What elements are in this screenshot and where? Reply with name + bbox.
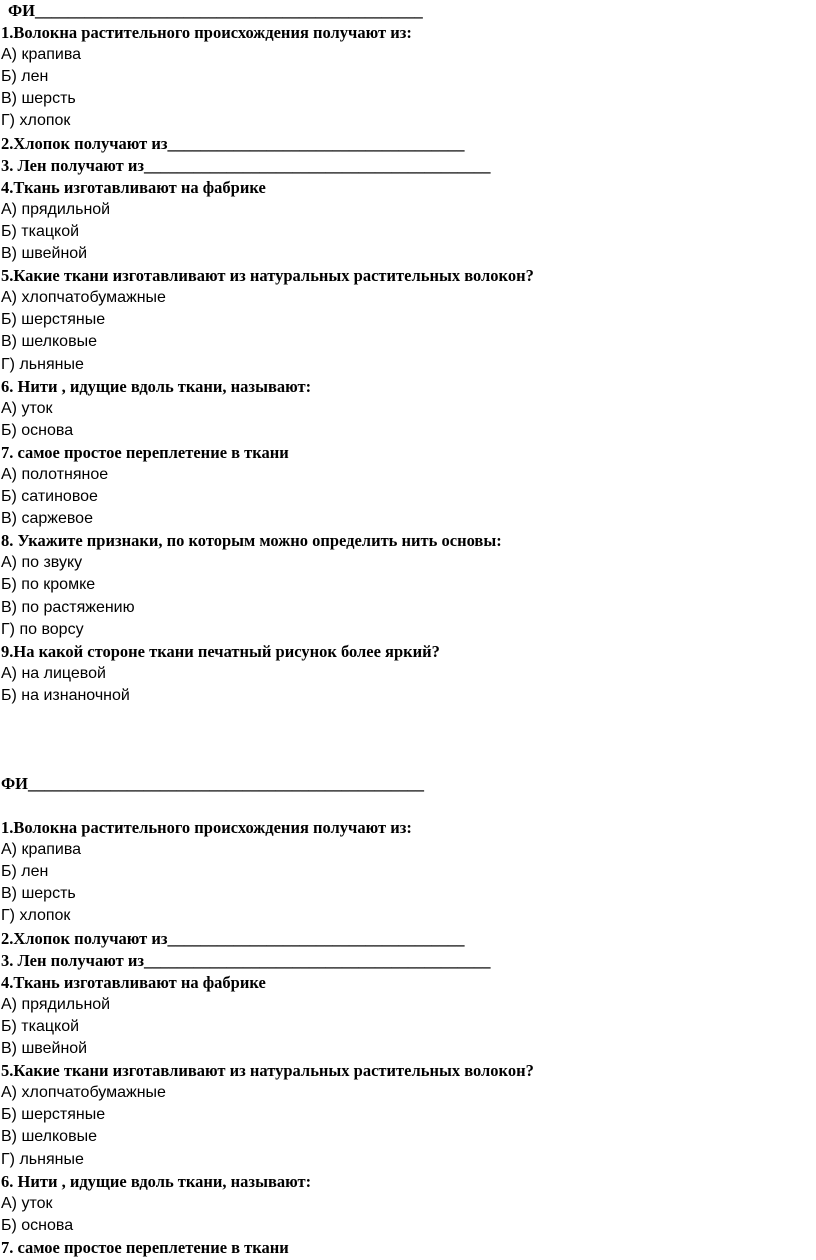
answer-option: В) шерсть: [1, 90, 76, 108]
answer-option: А) на лицевой: [1, 664, 106, 682]
answer-option: А) прядильной: [1, 200, 111, 218]
answer-option: А) уток: [1, 399, 53, 417]
answer-option: Г) по ворсу: [1, 620, 84, 638]
question-text: 4.Ткань изготавливают на фабрике: [1, 177, 266, 197]
question-text: 3. Лен получают из__________________________________________: [1, 950, 491, 970]
answer-option: Б) шерстяные: [1, 311, 106, 329]
answer-option: Г) хлопок: [1, 907, 71, 925]
answer-option: А) хлопчатобумажные: [1, 289, 166, 307]
name-field-label: ФИ________________________________________________: [1, 774, 425, 793]
answer-option: Б) основа: [1, 1216, 74, 1234]
question-text: 4.Ткань изготавливают на фабрике: [1, 972, 266, 992]
answer-option: Б) лен: [1, 863, 49, 881]
question-text: 8. Укажите признаки, по которым можно определить нить основы:: [1, 531, 502, 551]
answer-option: А) прядильной: [1, 995, 111, 1013]
answer-option: В) по растяжению: [1, 598, 135, 616]
answer-option: В) швейной: [1, 245, 88, 263]
question-text: 3. Лен получают из__________________________________________: [1, 155, 491, 175]
answer-option: В) шерсть: [1, 885, 76, 903]
question-text: 1.Волокна растительного происхождения получают из:: [1, 818, 412, 838]
answer-option: Б) основа: [1, 421, 74, 439]
answer-option: А) крапива: [1, 46, 82, 64]
answer-option: А) хлопчатобумажные: [1, 1084, 166, 1102]
question-text: 7. самое простое переплетение в ткани: [1, 1237, 289, 1257]
question-text: 6. Нити , идущие вдоль ткани, называют:: [1, 1171, 312, 1191]
answer-option: А) по звуку: [1, 554, 83, 572]
question-text: 2.Хлопок получают из____________________________________: [1, 928, 465, 948]
answer-option: Б) шерстяные: [1, 1106, 106, 1124]
question-text: 7. самое простое переплетение в ткани: [1, 442, 289, 462]
question-text: 5.Какие ткани изготавливают из натуральных растительных волокон?: [1, 266, 534, 286]
answer-option: А) крапива: [1, 841, 82, 859]
answer-option: А) полотняное: [1, 465, 109, 483]
answer-option: В) шелковые: [1, 333, 97, 351]
question-text: 2.Хлопок получают из____________________________________: [1, 133, 465, 153]
question-text: 1.Волокна растительного происхождения получают из:: [1, 23, 412, 43]
answer-option: Б) ткацкой: [1, 1017, 80, 1035]
answer-option: Б) лен: [1, 68, 49, 86]
answer-option: Б) на изнаночной: [1, 686, 130, 704]
answer-option: Б) сатиновое: [1, 488, 98, 506]
answer-option: В) швейной: [1, 1040, 88, 1058]
answer-option: Г) льняные: [1, 355, 84, 373]
answer-option: В) шелковые: [1, 1128, 97, 1146]
question-text: 6. Нити , идущие вдоль ткани, называют:: [1, 376, 312, 396]
question-text: 5.Какие ткани изготавливают из натуральных растительных волокон?: [1, 1061, 534, 1081]
quiz-sheet-2: [0, 773, 816, 1259]
answer-option: А) уток: [1, 1194, 53, 1212]
question-text: 9.На какой стороне ткани печатный рисунок более яркий?: [1, 641, 440, 661]
answer-option: В) саржевое: [1, 510, 93, 528]
answer-option: Б) ткацкой: [1, 222, 80, 240]
answer-option: Г) льняные: [1, 1150, 84, 1168]
name-field-label: ФИ_______________________________________________: [8, 1, 423, 20]
answer-option: Г) хлопок: [1, 112, 71, 130]
blank-line: [0, 795, 816, 817]
answer-option: Б) по кромке: [1, 576, 96, 594]
